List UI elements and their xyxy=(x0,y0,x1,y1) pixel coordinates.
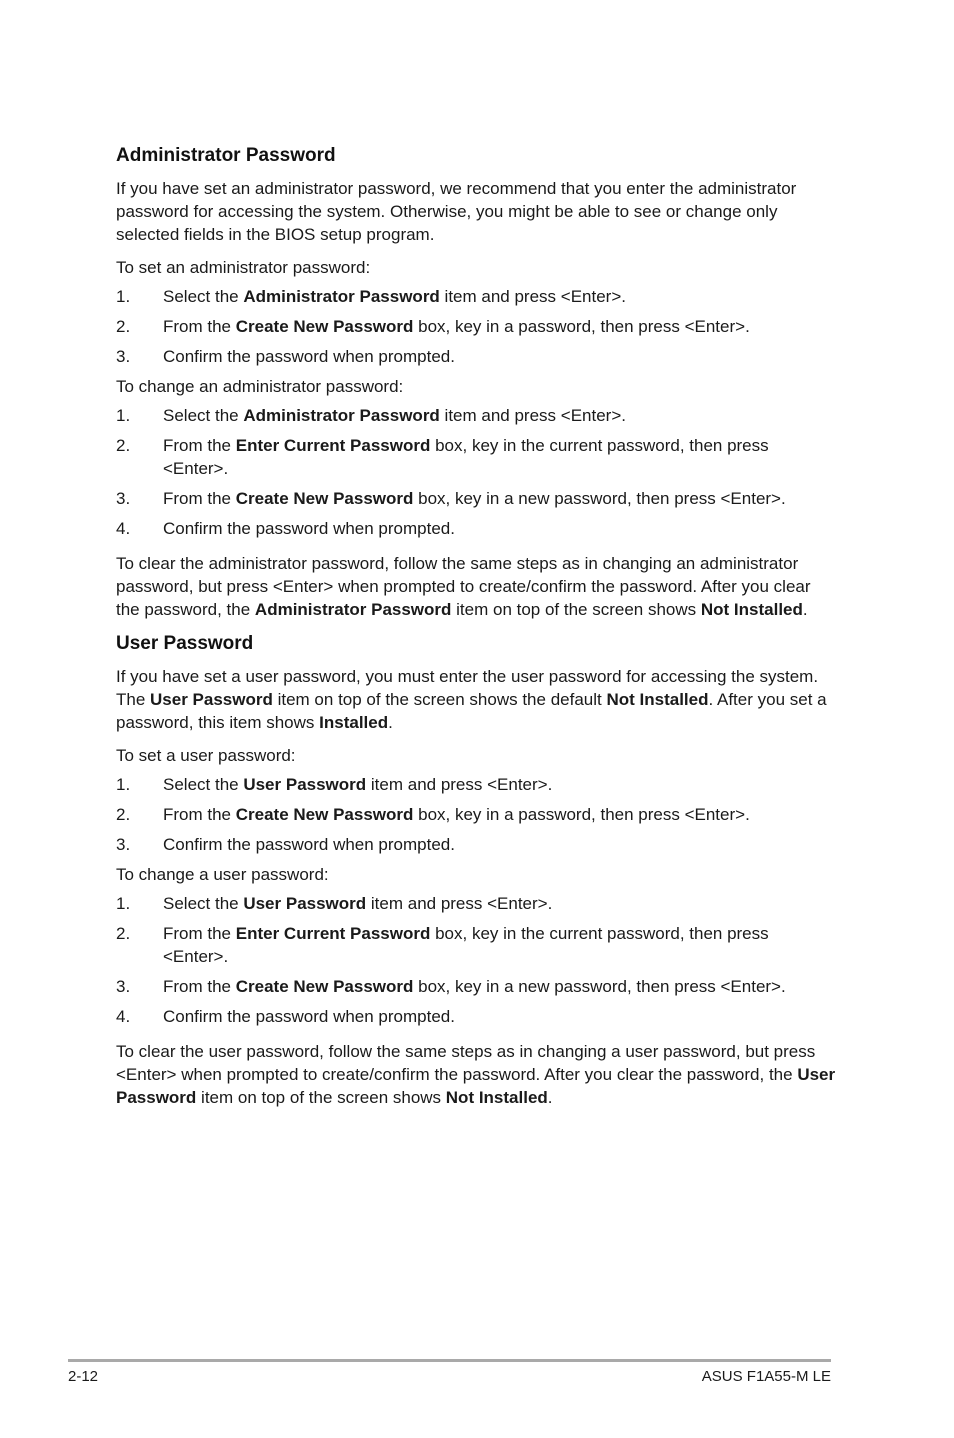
page-number: 2-12 xyxy=(68,1368,99,1385)
user-clear-paragraph: To clear the user password, follow the same steps as in changing a user password, but press <Enter> when prompted to create/confirm the password. After you clear the password, the User Password item on top of the screen shows Not Installed. xyxy=(116,1042,836,1107)
product-name: ASUS F1A55-M LE xyxy=(701,1368,831,1385)
list-item: 2. From the Enter Current Password box, key in the current password, then press <Enter>. xyxy=(116,436,769,478)
list-item: 3. Confirm the password when prompted. xyxy=(116,347,455,366)
user-change-lead: To change a user password: xyxy=(116,865,329,884)
admin-change-lead: To change an administrator password: xyxy=(116,377,404,396)
admin-set-lead: To set an administrator password: xyxy=(116,258,371,277)
footer-divider xyxy=(68,1359,831,1362)
user-change-steps xyxy=(116,892,836,1028)
list-item: 3. From the Create New Password box, key in a new password, then press <Enter>. xyxy=(116,977,786,996)
page-content xyxy=(116,143,836,1119)
user-set-steps xyxy=(116,773,836,856)
user-intro: If you have set a user password, you must enter the user password for accessing the system. The User Password item on top of the screen shows the default Not Installed. After you set a password, this item shows Installed. xyxy=(116,667,827,732)
list-item: 3. Confirm the password when prompted. xyxy=(116,835,455,854)
admin-heading: Administrator Password xyxy=(116,145,336,166)
list-item: 1. Select the Administrator Password item and press <Enter>. xyxy=(116,287,626,306)
user-set-lead: To set a user password: xyxy=(116,746,296,765)
admin-intro: If you have set an administrator password, we recommend that you enter the administrator password for accessing the system. Otherwise, you might be able to see or change only selected fields in the BIOS setup program. xyxy=(116,179,797,244)
list-item: 3. From the Create New Password box, key in a new password, then press <Enter>. xyxy=(116,489,786,508)
list-item: 2. From the Enter Current Password box, key in the current password, then press <Enter>. xyxy=(116,924,769,966)
admin-set-steps xyxy=(116,285,836,368)
admin-change-steps xyxy=(116,404,836,540)
list-item: 2. From the Create New Password box, key in a password, then press <Enter>. xyxy=(116,805,750,824)
list-item: 4. Confirm the password when prompted. xyxy=(116,1007,455,1026)
list-item: 2. From the Create New Password box, key in a password, then press <Enter>. xyxy=(116,317,750,336)
user-heading: User Password xyxy=(116,633,254,654)
admin-clear-paragraph: To clear the administrator password, follow the same steps as in changing an administrator password, but press <Enter> when prompted to create/confirm the password. After you clear the password, the Administrator Password item on top of the screen shows Not Installed. xyxy=(116,554,811,619)
list-item: 1. Select the User Password item and press <Enter>. xyxy=(116,894,553,913)
list-item: 1. Select the User Password item and press <Enter>. xyxy=(116,775,553,794)
list-item: 1. Select the Administrator Password item and press <Enter>. xyxy=(116,406,626,425)
list-item: 4. Confirm the password when prompted. xyxy=(116,519,455,538)
